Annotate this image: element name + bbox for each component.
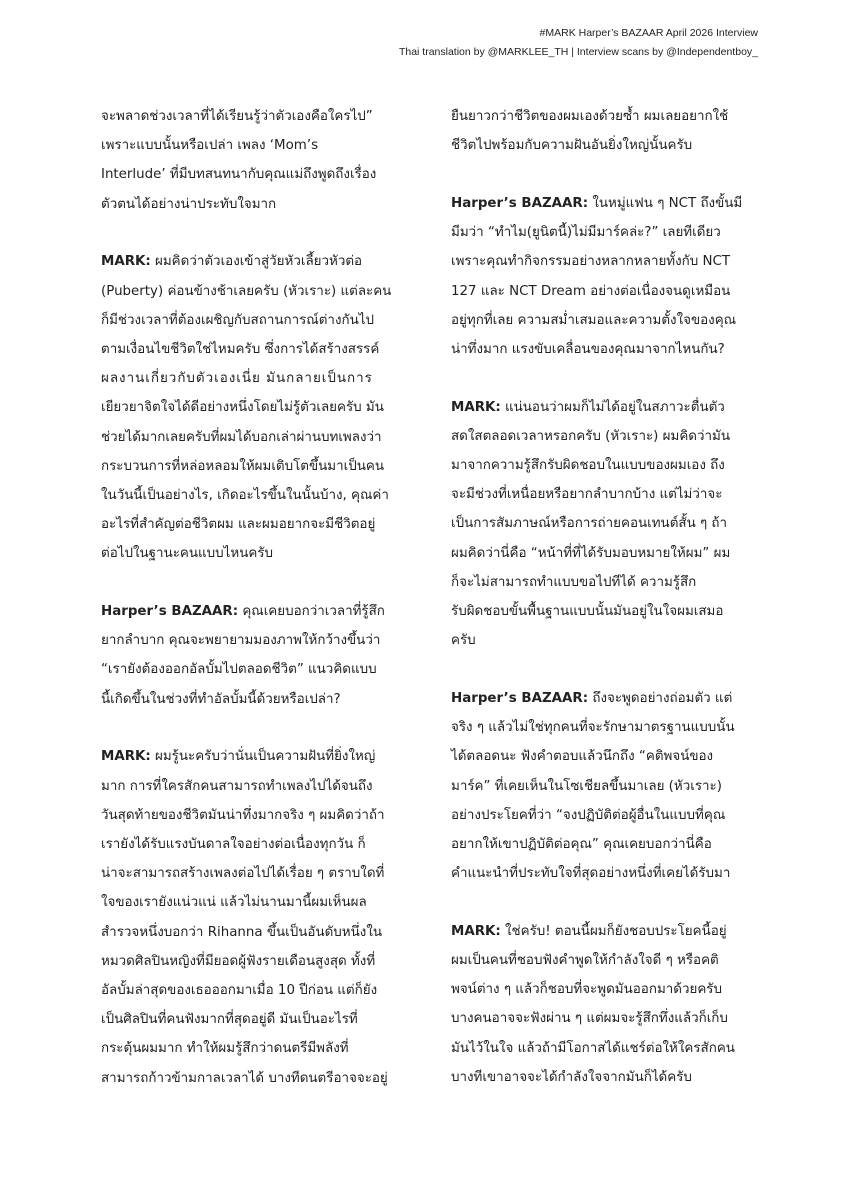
- speaker-label: Harper’s BAZAAR:: [101, 604, 239, 620]
- text-line: จะพลาดช่วงเวลาที่ได้เรียนรู้ว่าตัวเองคือใครไป”: [101, 109, 373, 124]
- text-line: บางทีเขาอาจจะได้กำลังใจจากมันก็ได้ครับ: [451, 1069, 692, 1085]
- text-line: พจน์ต่าง ๆ แล้วก็ชอบที่จะพูดมันออกมาด้วยครับ: [451, 982, 722, 998]
- text-line: ชีวิตไปพร้อมกับความฝันอันยิ่งใหญ่นั้นครับ: [451, 138, 693, 154]
- text-line: นี้เกิดขึ้นในช่วงที่ทำอัลบั้มนี้ด้วยหรือเปล่า?: [101, 691, 341, 707]
- text-line: 127 และ NCT Dream อย่างต่อเนื่องจนดูเหมือน: [451, 283, 731, 299]
- text-line: ใจของเรายังแน่วแน่ แล้วไม่นานมานี้ผมเห็นผล: [101, 895, 367, 911]
- text-line: เพราะแบบนั้นหรือเปล่า เพลง ‘Mom’s: [101, 138, 319, 154]
- right-column: [451, 102, 751, 1121]
- text-line: น่าจะสามารถสร้างเพลงต่อไปได้เรื่อย ๆ ตราบใดที่: [101, 866, 385, 882]
- text-line: ยืนยาวกว่าชีวิตของผมเองด้วยซ้ำ ผมเลยอยากใช้: [451, 109, 729, 124]
- text-line: ตัวตนได้อย่างน่าประทับใจมาก: [101, 196, 277, 212]
- text-line: ใช่ครับ! ตอนนี้ผมก็ยังชอบประโยคนี้อยู่: [500, 923, 727, 939]
- text-line: ผลงานเกี่ยวกับตัวเองเนี่ย มันกลายเป็นการ: [101, 371, 373, 387]
- text-line: กระตุ้นผมมาก ทำให้ผมรู้สึกว่าดนตรีมีพลังที่: [101, 1041, 349, 1057]
- paragraph: [451, 189, 751, 364]
- text-line: สำรวจหนึ่งบอกว่า Rihanna ขึ้นเป็นอันดับหนึ่งใน: [101, 924, 383, 940]
- speaker-label: MARK:: [101, 749, 151, 765]
- text-line: อัลบั้มล่าสุดของเธอออกมาเมื่อ 10 ปีก่อน แต่ก็ยัง: [101, 982, 378, 998]
- text-line: ได้ตลอดนะ ฟังคำตอบแล้วนึกถึง “คติพจน์ของ: [451, 749, 714, 765]
- text-line: (Puberty) ค่อนข้างช้าเลยครับ (หัวเราะ) แต่ละคน: [101, 283, 392, 299]
- text-line: อะไรที่สำคัญต่อชีวิตผม และผมอยากจะมีชีวิตอยู่: [101, 517, 376, 533]
- text-line: ช่วยได้มากเลยครับที่ผมได้บอกเล่าผ่านบทเพลงว่า: [101, 429, 382, 445]
- text-line: ครับ: [451, 633, 476, 649]
- text-line: ในหมู่แฟน ๆ NCT ถึงขั้นมี: [588, 195, 743, 211]
- paragraph: [451, 102, 751, 160]
- text-line: ต่อไปในฐานะคนแบบไหนครับ: [101, 546, 274, 562]
- text-line: คำแนะนำที่ประทับใจที่สุดอย่างหนึ่งที่เคยได้รับมา: [451, 866, 731, 882]
- text-line: มาร์ค” ที่เคยเห็นในโซเชียลขึ้นมาเลย (หัวเราะ): [451, 778, 722, 794]
- speaker-label: MARK:: [451, 923, 501, 939]
- text-line: เยียวยาจิตใจได้ดีอย่างหนึ่งโดยไม่รู้ตัวเลยครับ มัน: [101, 400, 384, 416]
- text-line: บางคนอาจจะฟังผ่าน ๆ แต่ผมจะรู้สึกทึ่งแล้วก็เก็บ: [451, 1011, 728, 1027]
- text-line: เป็นการสัมภาษณ์หรือการถ่ายคอนเทนต์สั้น ๆ ถ้า: [451, 516, 728, 532]
- paragraph: [101, 102, 402, 219]
- text-line: สดใสตลอดเวลาหรอกครับ (หัวเราะ) ผมคิดว่ามัน: [451, 428, 730, 444]
- text-line: หมวดศิลปินหญิงที่มียอดผู้ฟังรายเดือนสูงสุด ทั้งที่: [101, 953, 376, 969]
- text-line: สามารถก้าวข้ามกาลเวลาได้ บางทีดนตรีอาจจะอยู่: [101, 1070, 388, 1086]
- paragraph: [101, 597, 402, 714]
- text-line: ผมรู้นะครับว่านั่นเป็นความฝันที่ยิ่งใหญ่: [150, 749, 376, 765]
- text-line: แน่นอนว่าผมก็ไม่ได้อยู่ในสภาวะตื่นตัว: [500, 399, 725, 415]
- text-line: อยู่ทุกที่เลย ความสม่ำเสมอและความตั้งใจของคุณ: [451, 312, 737, 328]
- paragraph: [101, 742, 402, 1092]
- speaker-label: Harper’s BAZAAR:: [451, 195, 589, 211]
- paragraph: [451, 684, 751, 888]
- left-column: [101, 102, 402, 1121]
- text-line: จริง ๆ แล้วไม่ใช่ทุกคนที่จะรักษามาตรฐานแบบนั้น: [451, 720, 735, 736]
- text-line: วันสุดท้ายของชีวิตมันน่าทึ่งมากจริง ๆ ผมคิดว่าถ้า: [101, 807, 385, 823]
- paragraph: [451, 393, 751, 656]
- page-header: [399, 24, 758, 62]
- text-line: เพราะคุณทำกิจกรรมอย่างหลากหลายทั้งกับ NCT: [451, 254, 731, 270]
- text-line: จะมีช่วงที่เหนื่อยหรือยากลำบากบ้าง แต่ไม่ว่าจะ: [451, 487, 723, 503]
- paragraph: [101, 247, 402, 568]
- text-line: ในวันนี้เป็นอย่างไร, เกิดอะไรขึ้นในนั้นบ้าง, คุณค่า: [101, 487, 389, 503]
- text-line: เรายังได้รับแรงบันดาลใจอย่างต่อเนื่องทุกวัน ก็: [101, 836, 366, 852]
- text-line: “เรายังต้องออกอัลบั้มไปตลอดชีวิต” แนวคิดแบบ: [101, 662, 377, 678]
- paragraph: [451, 917, 751, 1092]
- text-line: ถึงจะพูดอย่างถ่อมตัว แต่: [588, 690, 733, 706]
- text-line: อย่างประโยคที่ว่า “จงปฏิบัติต่อผู้อื่นในแบบที่คุณ: [451, 807, 726, 823]
- text-line: ผมเป็นคนที่ชอบฟังคำพูดให้กำลังใจดี ๆ หรือคติ: [451, 953, 719, 969]
- text-line: ก็มีช่วงเวลาที่ต้องเผชิญกับสถานการณ์ต่างกันไป: [101, 312, 374, 328]
- text-line: กระบวนการที่หล่อหลอมให้ผมเติบโตขึ้นมาเป็นคน: [101, 458, 384, 474]
- text-line: ผมคิดว่าตัวเองเข้าสู่วัยหัวเลี้ยวหัวต่อ: [150, 254, 363, 270]
- text-line: เป็นศิลปินที่คนฟังมากที่สุดอยู่ดี มันเป็นอะไรที่: [101, 1012, 358, 1028]
- text-line: Interlude’ ที่มีบทสนทนากับคุณแม่ถึงพูดถึงเรื่อง: [101, 167, 377, 183]
- text-line: รับผิดชอบขั้นพื้นฐานแบบนั้นมันอยู่ในใจผมเสมอ: [451, 604, 724, 620]
- speaker-label: Harper’s BAZAAR:: [451, 690, 589, 706]
- text-line: มาจากความรู้สึกรับผิดชอบในแบบของผมเอง ถึง: [451, 458, 725, 474]
- text-line: น่าทึ่งมาก แรงขับเคลื่อนของคุณมาจากไหนกัน?: [451, 341, 725, 357]
- speaker-label: MARK:: [101, 254, 151, 270]
- text-line: คุณเคยบอกว่าเวลาที่รู้สึก: [238, 604, 385, 620]
- text-line: ผมคิดว่านี่คือ “หน้าที่ที่ได้รับมอบหมายให้ผม” ผม: [451, 545, 731, 561]
- text-line: มาก การที่ใครสักคนสามารถทำเพลงไปได้จนถึง: [101, 778, 373, 794]
- text-line: มีมว่า “ทำไม(ยูนิตนี้)ไม่มีมาร์คล่ะ?” เลยทีเดียว: [451, 225, 721, 241]
- header-credits: Thai translation by @MARKLEE_TH | Interview scans by @Independentboy_: [398, 46, 758, 58]
- header-title: #MARK Harper’s BAZAAR April 2026 Interview: [539, 27, 758, 39]
- text-line: อยากให้เขาปฏิบัติต่อคุณ” คุณเคยบอกว่านี่คือ: [451, 836, 712, 852]
- text-line: ตามเงื่อนไขชีวิตใช่ไหมครับ ซึ่งการได้สร้างสรรค์: [101, 341, 380, 357]
- speaker-label: MARK:: [451, 399, 501, 415]
- text-line: ยากลำบาก คุณจะพยายามมองภาพให้กว้างขึ้นว่า: [101, 633, 381, 649]
- text-line: มันไว้ในใจ แล้วถ้ามีโอกาสได้แชร์ต่อให้ใครสักคน: [451, 1040, 735, 1056]
- text-line: ก็จะไม่สามารถทำแบบขอไปทีได้ ความรู้สึก: [451, 574, 697, 590]
